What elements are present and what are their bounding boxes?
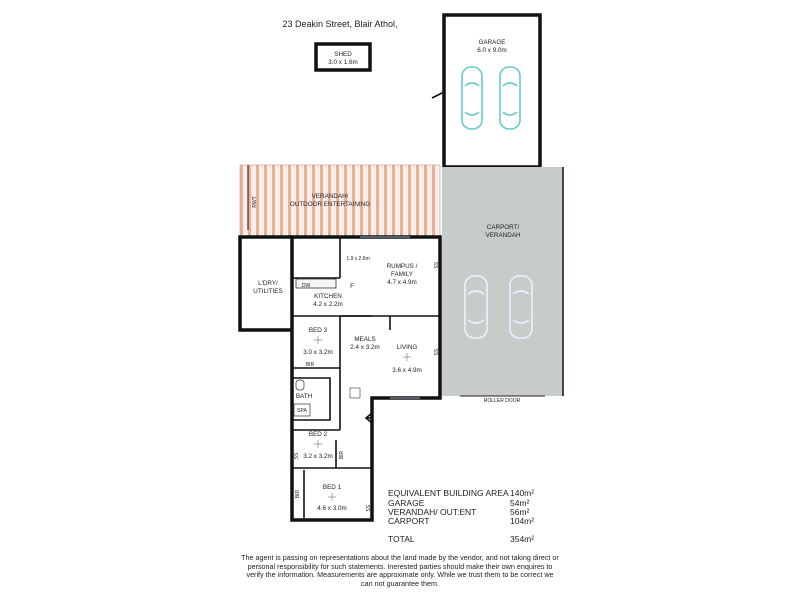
bed2-ss-tag: SS <box>294 452 300 460</box>
total-value: 354m² <box>510 534 535 544</box>
area-label-3: CARPORT <box>388 516 430 526</box>
total-label: TOTAL <box>388 534 415 544</box>
garage-car-right <box>500 67 520 129</box>
carport-label-2: VERANDAH <box>485 232 521 239</box>
verandah <box>240 165 440 237</box>
living <box>390 316 438 398</box>
bed1-size: 4.6 x 3.0m <box>317 505 347 512</box>
laundry-label-1: L'DRY/ <box>258 280 278 287</box>
roller-door-label: ROLLER DOOR <box>483 398 521 404</box>
shed-size: 3.0 x 1.6m <box>328 59 358 66</box>
bed2-label: BED 2 <box>308 431 328 438</box>
rumpus-family <box>340 237 438 286</box>
bed-1 <box>295 470 370 518</box>
meals-size: 2.4 x 3.2m <box>350 344 380 351</box>
living-label: LIVING <box>396 344 418 351</box>
bed2-size: 3.2 x 3.2m <box>303 453 333 460</box>
bed2-bir-tag: BIR <box>339 450 345 460</box>
bed-3 <box>292 316 340 368</box>
living-size: 3.6 x 4.9m <box>392 367 422 374</box>
area-value-3: 104m² <box>510 516 535 526</box>
laundry-label-2: UTILITIES <box>253 288 283 295</box>
bed1-bir-tag: BIR <box>295 489 301 499</box>
rumpus-size: 4.7 x 4.9m <box>387 279 417 286</box>
area-value-2: 56m² <box>510 507 530 517</box>
bed1-ss-tag: SS <box>364 504 370 512</box>
address-title: 23 Deakin Street, Blair Athol, <box>282 19 398 29</box>
carport-label-1: CARPORT/ <box>486 224 520 231</box>
garage-label: GARAGE <box>478 39 506 46</box>
bed1-label: BED 1 <box>322 484 342 491</box>
bed3-size: 3.0 x 3.2m <box>303 349 333 356</box>
garage-door <box>432 92 444 98</box>
bath-label: BATH <box>295 393 313 400</box>
shed <box>316 44 370 70</box>
dishwasher-tag: DW <box>301 283 311 289</box>
disclaimer: The agent is passing on representations about the land made by the vendor, and not taking direct or personal responsibility for such statements. Inerested parties should make their own enquires to verify the information. Measurements are approximate only. While we trust them to be correct we can not guarantee them. <box>241 553 559 588</box>
bath <box>292 378 330 420</box>
verandah-label-2: OUTDOOR ENTERTAINING <box>289 201 371 208</box>
fridge-tag: F <box>350 283 354 290</box>
rwt-label: RWT <box>252 196 258 208</box>
hallway <box>340 368 372 430</box>
area-value-0: 140m² <box>510 488 535 498</box>
area-schedule <box>388 488 534 544</box>
kitchen <box>292 278 372 316</box>
area-label-2: VERANDAH/ OUT:ENT <box>388 507 477 517</box>
garage <box>432 15 540 167</box>
garage-car-left <box>462 67 482 129</box>
area-label-1: GARAGE <box>388 498 425 508</box>
spa-tag: SPA <box>297 408 307 414</box>
rumpus-ss-tag: SS <box>432 261 438 269</box>
area-label-0: EQUIVALENT BUILDING AREA <box>388 488 509 498</box>
shed-label: SHED <box>334 51 352 58</box>
rumpus-label-2: FAMILY <box>391 271 413 278</box>
bed-2 <box>292 430 372 468</box>
kitchen-label: KITCHEN <box>314 293 342 300</box>
kitchen-size: 4.2 x 2.2m <box>313 301 343 308</box>
living-ss-tag: SS <box>432 348 438 356</box>
verandah-label-1: VERANDAH/ <box>311 193 349 200</box>
rumpus-label-1: RUMPUS / <box>386 263 418 270</box>
meals-label: MEALS <box>354 336 376 343</box>
laundry <box>240 237 292 330</box>
area-value-1: 54m² <box>510 498 530 508</box>
garage-size: 6.0 x 9.0m <box>477 47 507 54</box>
carport <box>442 167 563 404</box>
study-size: 1.9 x 2.6m <box>346 256 370 262</box>
bed3-label: BED 3 <box>308 327 328 334</box>
bed3-bir-tag: BIR <box>305 362 315 368</box>
